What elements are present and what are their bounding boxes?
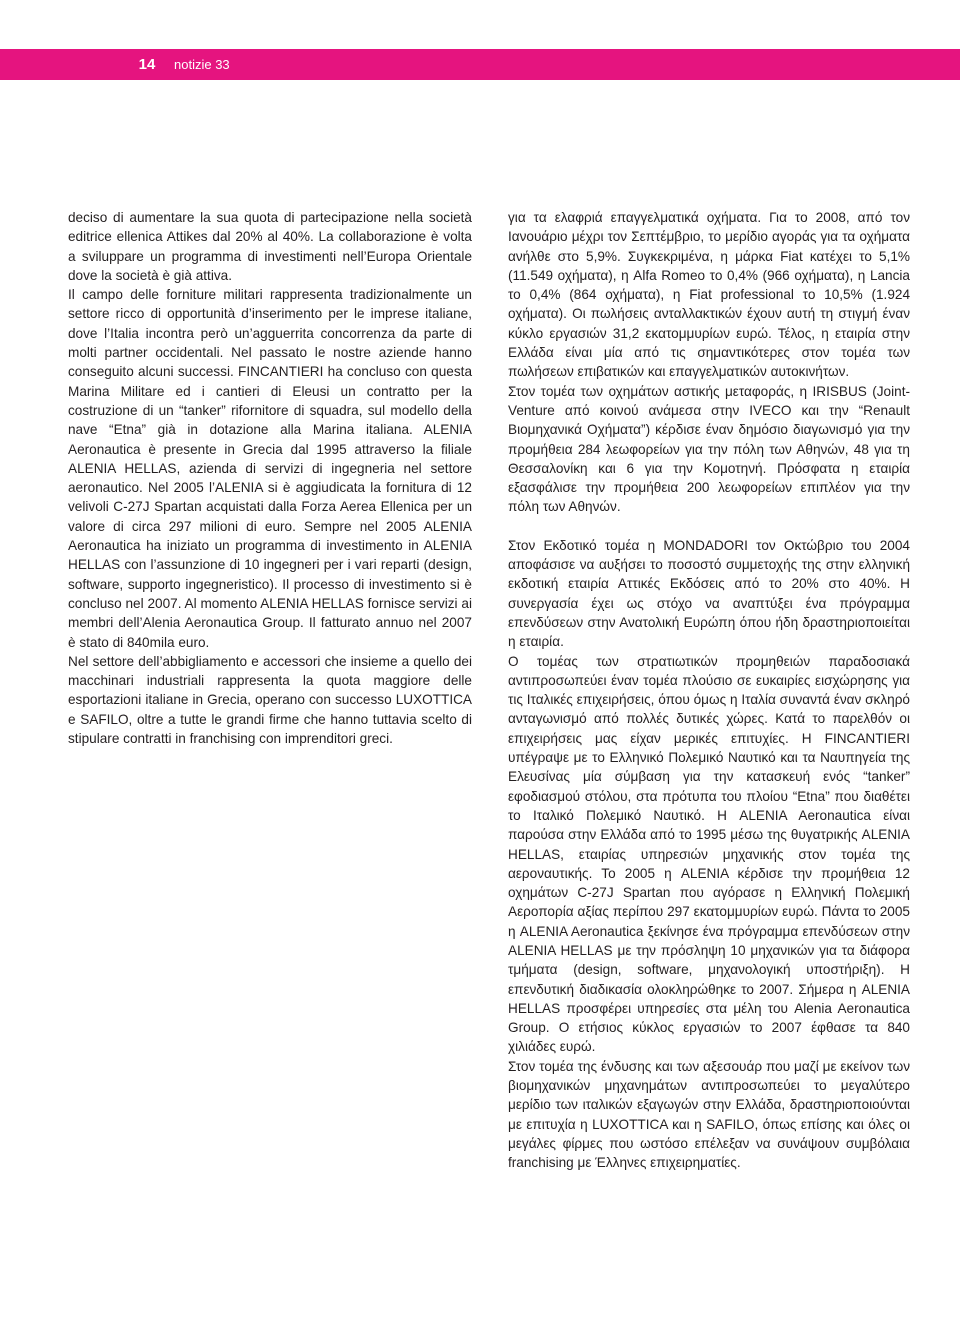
issue-label: notizie 33 xyxy=(174,57,230,72)
paragraph-greek-4: Ο τομέας των στρατιωτικών προμηθειών παραδοσιακά αντιπροσωπεύει έναν τομέα πλούσιο σε ευκαιρίες εισχώρησης για τις Ιταλικές επιχειρήσεις, όπου όμως η Ιταλία συναντά έναν σκληρό ανταγωνισμό από πολλές δυτικές χώρες. Κατά το παρελθόν οι επιχειρήσεις μας είχαν μερικές επιτυχίες. Η FINCANTIERI υπέγραψε με το Ελληνικό Πολεμικό Ναυτικό και τα Ναυπηγεία της Ελευσίνας μία σύμβαση για την κατασκευή ενός “tanker” εφοδιασμού στόλου, στα πρότυπα του πλοίου “Etna” που διαθέτει το Ιταλικό Πολεμικό Ναυτικό. Η ALENIA Aeronautica είναι παρούσα στην Ελλάδα από το 1995 μέσω της θυγατρικής ALENIA HELLAS, εταιρίας υπηρεσιών μηχανικής στον τομέα της αεροναυτικής. Το 2005 η ALENIA κέρδισε την προμήθεια 12 οχημάτων C-27J Spartan που αγόρασε η Ελληνική Πολεμική Αεροπορία αξίας περίπου 297 εκατομμυρίων ευρώ. Πάντα το 2005 η ALENIA Aeronautica ξεκίνησε ένα πρόγραμμα επενδύσεων στην ALENIA HELLAS με την πρόσληψη 10 μηχανικών για τα διάφορα τμήματα (design, software, μηχανολογική υποστήριξη). Η επενδυτική διαδικασία ολοκληρώθηκε το 2007. Σήμερα η ALENIA HELLAS προσφέρει υπηρεσίες στα μέλη του Alenia Aeronautica Group. Ο ετήσιος κύκλος εργασιών το 2007 έφθασε τα 840 χιλιάδες ευρώ. xyxy=(508,653,910,1055)
paragraph-greek-3: Στον Εκδοτικό τομέα η MONDADORI τον Οκτώβριο του 2004 αποφάσισε να αυξήσει το ποσοστό συμμετοχής της στην ελληνική εκδοτική εταιρία Αττικές Εκδόσεις από το 20% στο 40%. Η συνεργασία έχει ως στόχο να αναπτύξει ένα πρόγραμμα επενδύσεων στην Ανατολική Ευρώπη όπου ήδη δραστηριοποιείται η εταιρία. xyxy=(508,537,910,650)
paragraph-italian-2: Il campo delle forniture militari rappresenta tradizionalmente un settore ricco di opportunità d’inserimento per le imprese italiane, dove l’Italia incontra però un’agguerrita concorrenza da parte di molti partner occidentali. Nel passato le nostre aziende hanno conseguito alcuni successi. FINCANTIERI ha concluso con questa Marina Militare ed i cantieri di Eleusi un contratto per la costruzione di un “tanker” rifornitore di squadra, sul modello della nave “Etna” già in dotazione alla Marina italiana. ALENIA Aeronautica è presente in Grecia dal 1995 attraverso la filiale ALENIA HELLAS, azienda di servizi di ingegneria nel settore aeronautico. Nel 2005 l’ALENIA si è aggiudicata la fornitura di 12 velivoli C-27J Spartan acquistati dalla Forza Aerea Ellenica per un valore di circa 297 milioni di euro. Sempre nel 2005 ALENIA Aeronautica ha iniziato un programma di investimento in ALENIA HELLAS con l’assunzione di 10 ingegneri per i vari reparti (design, software, supporto ingegneristico). Il processo di investimento si è concluso nel 2007. Al momento ALENIA HELLAS fornisce servizi ai membri dell’Alenia Aeronautica Group. Il fatturato annuo nel 2007 è stato di 840mila euro. xyxy=(68,287,472,650)
paragraph-italian-1: deciso di aumentare la sua quota di partecipazione nella società editrice ellenica Attikes dal 20% al 40%. La collaborazione è volta a sviluppare un programma di investimenti nell’Europa Orientale dove la società è già attiva. xyxy=(68,210,472,283)
italian-column xyxy=(68,208,472,748)
greek-column xyxy=(508,208,910,1173)
paragraph-greek-2: Στον τομέα των οχημάτων αστικής μεταφοράς, η IRISBUS (Joint-Venture από κοινού ανάμεσα στην IVECO και την “Renault Βιομηχανικά Οχήματα”) κέρδισε έναν δημόσιο διαγωνισμό για την προμήθεια 284 λεωφορείων για την πόλη των Αθηνών, 48 για τη Θεσσαλονίκη και 6 για την Κομοτηνή. Πρόσφατα η εταιρία εξασφάλισε την προμήθεια 200 λεωφορείων επιπλέον για την πόλη των Αθηνών. xyxy=(508,383,910,515)
page-number: 14 xyxy=(138,56,156,73)
paragraph-greek-1: για τα ελαφριά επαγγελματικά οχήματα. Για το 2008, από τον Ιανουάριο μέχρι τον Σεπτέμβριο, το μερίδιο αγοράς για τα οχήματα ανήλθε στο 5,9%. Συγκεκριμένα, η μάρκα Fiat κατέχει το 5,1% (11.549 οχήματα), η Alfa Romeo το 0,4% (966 οχήματα), η Lancia το 0,4% (864 οχήματα), η Fiat professional το 10,5% (1.924 οχήματα). Οι πωλήσεις ανταλλακτικών έχουν αυτή τη στιγμή έναν κύκλο εργασιών 31,2 εκατομμυρίων ευρώ. Τέλος, η εταιρία στην Ελλάδα είναι μία από τις σημαντικότερες στον τομέα των πωλήσεων επιβατικών και επαγγελματικών αυτοκινήτων. xyxy=(508,210,910,380)
paragraph-italian-3: Nel settore dell’abbigliamento e accessori che insieme a quello dei macchinari industriali rappresenta la quota maggiore delle esportazioni italiane in Grecia, operano con successo LUXOTTICA e SAFILO, oltre a tutte le grandi firme che hanno tuttavia scelto di stipulare contratti in franchising con imprenditori greci. xyxy=(68,653,472,747)
page-header-band xyxy=(0,49,960,80)
paragraph-greek-5: Στον τομέα της ένδυσης και των αξεσουάρ που μαζί με εκείνον των βιομηχανικών μηχανημάτων αντιπροσωπεύει το μεγαλύτερο μερίδιο των ιταλικών εξαγωγών στην Ελλάδα, δραστηριοποιούνται με επιτυχία η LUXOTTICA και η SAFILO, όπως επίσης και όλες οι μεγάλες φίρμες που ωστόσο επέλεξαν να συνάψουν συμβόλαια franchising με Έλληνες επιχειρηματίες. xyxy=(508,1058,910,1171)
